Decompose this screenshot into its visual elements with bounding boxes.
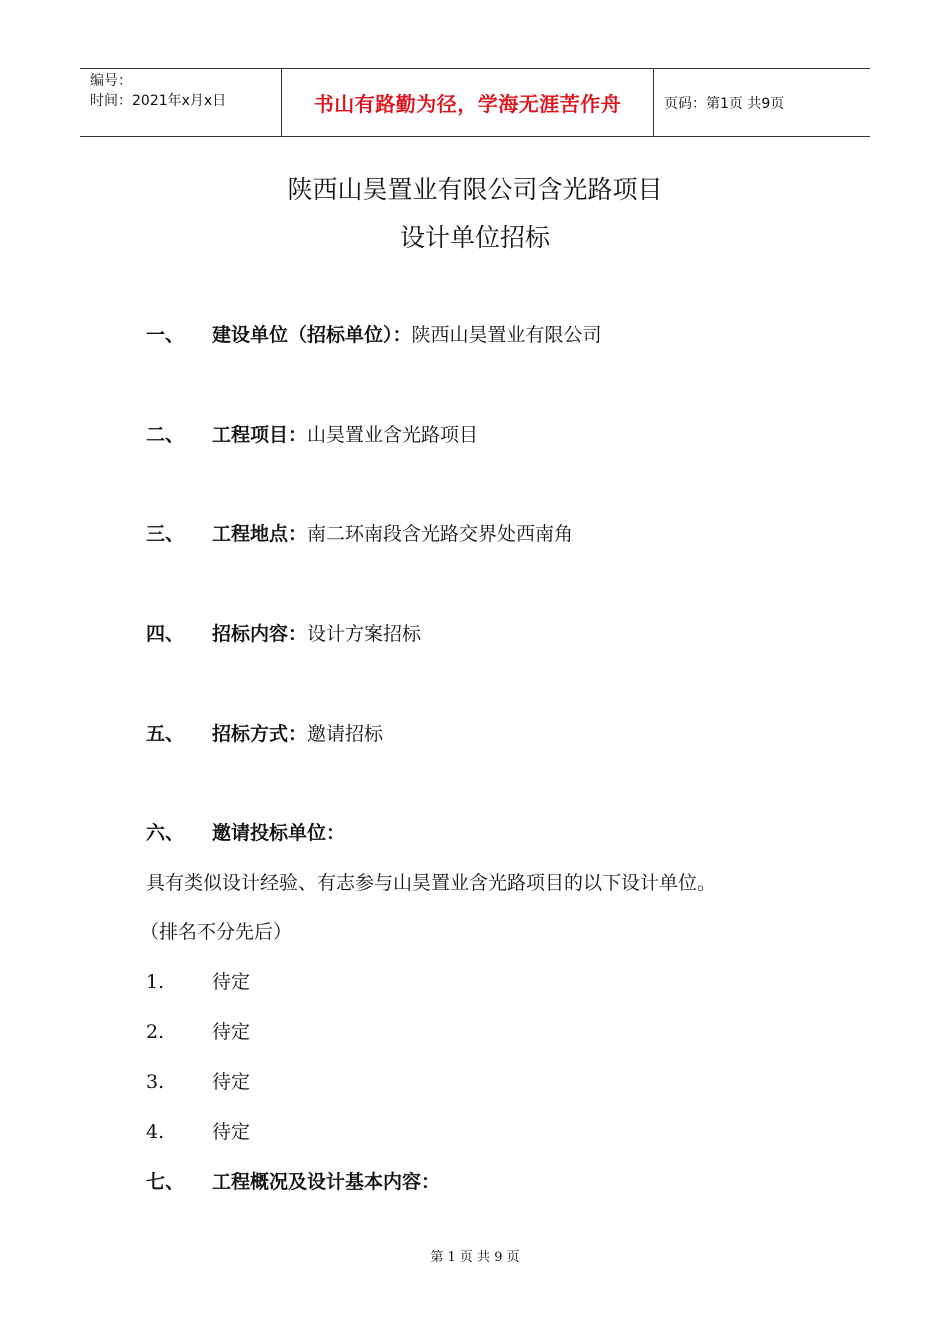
section-value: 陕西山昊置业有限公司 [411,324,602,346]
unit-number: 1. [146,971,165,993]
unit-item [146,1067,250,1094]
motto-text: 书山有路勤为径，学海无涯苦作舟 [313,92,622,116]
section-label: 工程地点： [212,523,308,545]
section-number: 三、 [146,523,185,545]
header-meta [80,69,282,136]
section-7 [146,1167,440,1194]
doc-subtitle: 设计单位招标 [399,223,550,252]
section-value: 设计方案招标 [307,623,422,645]
page-footer: 第 1 页 共 9 页 [430,1250,520,1265]
unit-item [146,967,250,994]
section-value: 邀请招标 [307,723,384,745]
section-number: 四、 [146,623,185,645]
section-2 [146,420,478,447]
unit-number: 4. [146,1121,165,1143]
unit-item [146,1117,250,1144]
section-value: 南二环南段含光路交界处西南角 [307,523,574,545]
unit-name: 待定 [212,971,251,993]
section-label: 招标方式： [212,723,308,745]
section-label: 建设单位（招标单位）： [212,324,412,346]
section-value: 山昊置业含光路项目 [307,424,479,446]
invite-text: 具有类似设计经验、有志参与山昊置业含光路项目的以下设计单位。 [146,872,717,894]
section-number: 七、 [146,1171,185,1193]
number-label: 编号： [90,73,132,89]
unit-item [146,1017,250,1044]
section-number: 一、 [146,324,185,346]
invite-note: （排名不分先后） [140,921,293,943]
section-number: 五、 [146,723,185,745]
date-label: 时间：2021年x月x日 [90,93,227,109]
page-info-text: 页码：第1页 共9页 [664,95,785,112]
section-6 [146,818,345,845]
unit-name: 待定 [212,1071,251,1093]
section-label: 招标内容： [212,623,308,645]
section-5 [146,719,383,746]
section-4 [146,619,421,646]
unit-number: 3. [146,1071,165,1093]
section-label: 工程概况及设计基本内容： [212,1171,441,1193]
section-label: 邀请投标单位： [212,822,346,844]
unit-name: 待定 [212,1121,251,1143]
page-header [80,68,870,137]
unit-number: 2. [146,1021,165,1043]
section-number: 六、 [146,822,185,844]
section-label: 工程项目： [212,424,308,446]
header-page-info [654,69,870,136]
section-number: 二、 [146,424,185,446]
section-3 [146,519,573,546]
doc-title: 陕西山昊置业有限公司含光路项目 [287,175,663,204]
section-1 [146,320,602,347]
header-motto [282,69,654,136]
unit-name: 待定 [212,1021,251,1043]
